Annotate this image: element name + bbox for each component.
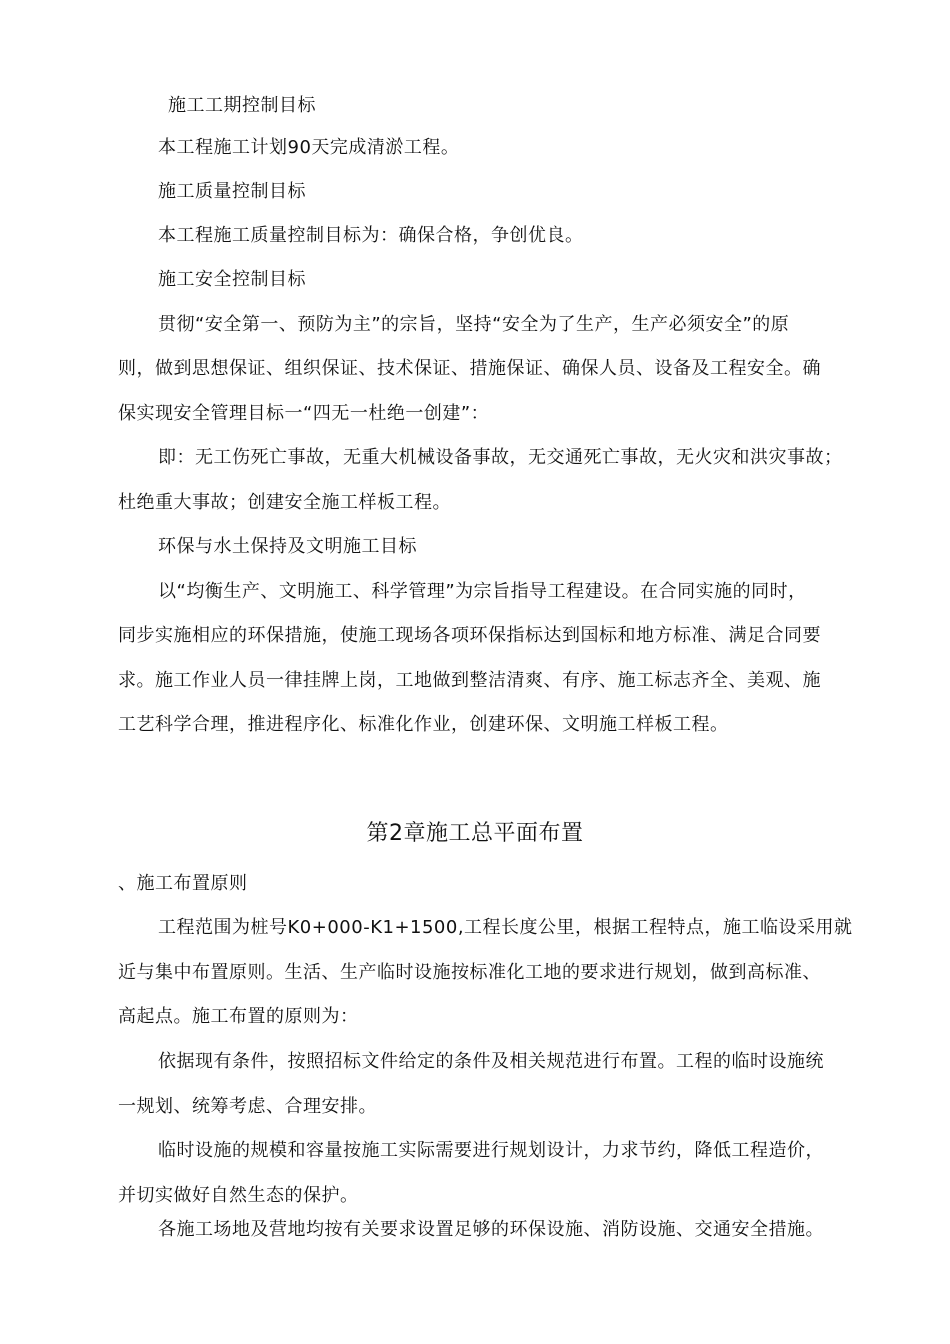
paragraph-line: 求。施工作业人员一律挂牌上岗，工地做到整洁清爽、有序、施工标志齐全、美观、施 [118, 670, 821, 691]
paragraph-line: 工程范围为桩号K0+000-K1+1500,工程长度公里，根据工程特点，施工临设采用就 [158, 917, 853, 938]
heading-environment-target: 环保与水土保持及文明施工目标 [158, 536, 417, 557]
heading-quality-target: 施工质量控制目标 [158, 181, 306, 202]
paragraph-line: 杜绝重大事故；创建安全施工样板工程。 [118, 492, 451, 513]
paragraph-line: 依据现有条件，按照招标文件给定的条件及相关规范进行布置。工程的临时设施统 [158, 1051, 824, 1072]
paragraph-line: 近与集中布置原则。生活、生产临时设施按标准化工地的要求进行规划，做到高标准、 [118, 962, 821, 983]
heading-safety-target: 施工安全控制目标 [158, 269, 306, 290]
paragraph-line: 即：无工伤死亡事故，无重大机械设备事故，无交通死亡事故，无火灾和洪灾事故； [158, 447, 843, 468]
paragraph-line: 并切实做好自然生态的保护。 [118, 1185, 359, 1206]
paragraph-line: 贯彻“安全第一、预防为主”的宗旨，坚持“安全为了生产，生产必须安全”的原 [158, 314, 790, 335]
paragraph-line: 临时设施的规模和容量按施工实际需要进行规划设计，力求节约，降低工程造价， [158, 1140, 824, 1161]
paragraph-line: 高起点。施工布置的原则为： [118, 1006, 359, 1027]
paragraph-line: 以“均衡生产、文明施工、科学管理”为宗旨指导工程建设。在合同实施的同时， [158, 581, 807, 602]
section-heading: 、施工布置原则 [118, 873, 248, 894]
paragraph-line: 本工程施工计划90天完成清淤工程。 [158, 137, 460, 158]
paragraph-line: 一规划、统筹考虑、合理安排。 [118, 1096, 377, 1117]
paragraph-line: 本工程施工质量控制目标为：确保合格，争创优良。 [158, 225, 584, 246]
paragraph-line: 工艺科学合理，推进程序化、标准化作业，创建环保、文明施工样板工程。 [118, 714, 729, 735]
paragraph-line: 则，做到思想保证、组织保证、技术保证、措施保证、确保人员、设备及工程安全。确 [118, 358, 821, 379]
paragraph-line: 保实现安全管理目标一“四无一杜绝一创建”： [118, 403, 490, 424]
heading-schedule-target: 施工工期控制目标 [168, 95, 316, 116]
paragraph-line: 各施工场地及营地均按有关要求设置足够的环保设施、消防设施、交通安全措施。 [158, 1219, 824, 1240]
paragraph-line: 同步实施相应的环保措施，使施工现场各项环保指标达到国标和地方标准、满足合同要 [118, 625, 821, 646]
chapter-title: 第2章施工总平面布置 [366, 821, 584, 846]
